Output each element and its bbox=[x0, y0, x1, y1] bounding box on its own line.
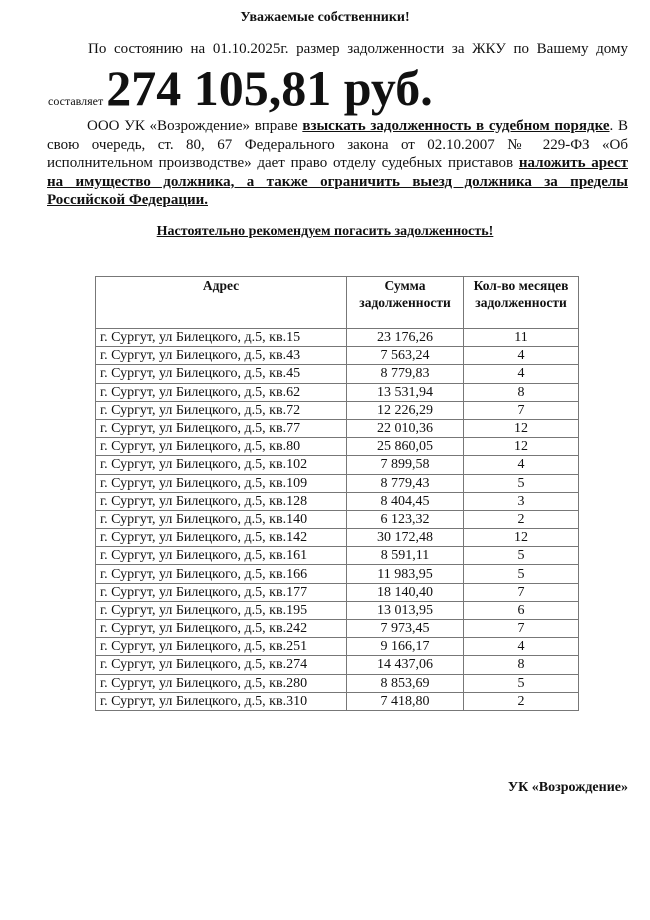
cell-months: 5 bbox=[464, 547, 579, 565]
table-row bbox=[96, 329, 579, 347]
amount-prefix: составляет bbox=[48, 94, 104, 108]
cell-months: 12 bbox=[464, 529, 579, 547]
cell-months: 2 bbox=[464, 692, 579, 710]
table-row bbox=[96, 692, 579, 710]
cell-sum: 7 899,58 bbox=[347, 456, 464, 474]
page-title: Уважаемые собственники! bbox=[240, 10, 410, 25]
cell-address: г. Сургут, ул Билецкого, д.5, кв.109 bbox=[96, 474, 347, 492]
header-sum: Сумма задолженности bbox=[347, 277, 464, 329]
header-months: Кол-во месяцев задолженности bbox=[464, 277, 579, 329]
cell-address: г. Сургут, ул Билецкого, д.5, кв.177 bbox=[96, 583, 347, 601]
cell-address: г. Сургут, ул Билецкого, д.5, кв.80 bbox=[96, 438, 347, 456]
court-recovery-warning: взыскать задолженность в судебном порядке bbox=[302, 118, 610, 134]
table-row bbox=[96, 620, 579, 638]
cell-address: г. Сургут, ул Билецкого, д.5, кв.62 bbox=[96, 383, 347, 401]
table-row bbox=[96, 383, 579, 401]
debt-table bbox=[95, 276, 579, 711]
cell-sum: 8 779,83 bbox=[347, 365, 464, 383]
recommendation: Настоятельно рекомендуем погасить задолженность! bbox=[156, 224, 494, 239]
table-row bbox=[96, 419, 579, 437]
cell-sum: 11 983,95 bbox=[347, 565, 464, 583]
cell-address: г. Сургут, ул Билецкого, д.5, кв.242 bbox=[96, 620, 347, 638]
cell-address: г. Сургут, ул Билецкого, д.5, кв.128 bbox=[96, 492, 347, 510]
table-row bbox=[96, 656, 579, 674]
legal-text-2: . В свою очередь, ст. 80, 67 Федерального закона от 02.10.2007 № 229-ФЗ «Об исполнительном производстве» дает право отделу судебных приставов bbox=[47, 118, 628, 171]
cell-months: 8 bbox=[464, 656, 579, 674]
cell-address: г. Сургут, ул Билецкого, д.5, кв.310 bbox=[96, 692, 347, 710]
cell-address: г. Сургут, ул Билецкого, д.5, кв.166 bbox=[96, 565, 347, 583]
cell-address: г. Сургут, ул Билецкого, д.5, кв.43 bbox=[96, 347, 347, 365]
legal-paragraph bbox=[47, 117, 628, 210]
cell-sum: 8 779,43 bbox=[347, 474, 464, 492]
cell-address: г. Сургут, ул Билецкого, д.5, кв.102 bbox=[96, 456, 347, 474]
cell-sum: 9 166,17 bbox=[347, 638, 464, 656]
table-row bbox=[96, 438, 579, 456]
cell-months: 7 bbox=[464, 583, 579, 601]
cell-sum: 23 176,26 bbox=[347, 329, 464, 347]
table-row bbox=[96, 565, 579, 583]
cell-address: г. Сургут, ул Билецкого, д.5, кв.280 bbox=[96, 674, 347, 692]
total-amount-line bbox=[48, 60, 433, 116]
cell-months: 5 bbox=[464, 674, 579, 692]
cell-sum: 8 853,69 bbox=[347, 674, 464, 692]
table-row bbox=[96, 547, 579, 565]
cell-months: 4 bbox=[464, 638, 579, 656]
cell-address: г. Сургут, ул Билецкого, д.5, кв.72 bbox=[96, 401, 347, 419]
cell-sum: 7 563,24 bbox=[347, 347, 464, 365]
cell-months: 5 bbox=[464, 565, 579, 583]
cell-sum: 7 418,80 bbox=[347, 692, 464, 710]
signature: УК «Возрождение» bbox=[507, 780, 628, 795]
legal-text-1: ООО УК «Возрождение» вправе bbox=[87, 118, 303, 134]
cell-months: 4 bbox=[464, 456, 579, 474]
cell-sum: 6 123,32 bbox=[347, 510, 464, 528]
header-address: Адрес bbox=[96, 277, 347, 329]
cell-sum: 8 404,45 bbox=[347, 492, 464, 510]
table-row bbox=[96, 583, 579, 601]
table-row bbox=[96, 365, 579, 383]
cell-sum: 25 860,05 bbox=[347, 438, 464, 456]
cell-sum: 18 140,40 bbox=[347, 583, 464, 601]
table-row bbox=[96, 347, 579, 365]
cell-address: г. Сургут, ул Билецкого, д.5, кв.274 bbox=[96, 656, 347, 674]
cell-address: г. Сургут, ул Билецкого, д.5, кв.251 bbox=[96, 638, 347, 656]
cell-sum: 30 172,48 bbox=[347, 529, 464, 547]
cell-address: г. Сургут, ул Билецкого, д.5, кв.15 bbox=[96, 329, 347, 347]
table-row bbox=[96, 492, 579, 510]
cell-months: 8 bbox=[464, 383, 579, 401]
cell-months: 7 bbox=[464, 620, 579, 638]
table-row bbox=[96, 510, 579, 528]
cell-address: г. Сургут, ул Билецкого, д.5, кв.195 bbox=[96, 601, 347, 619]
cell-months: 4 bbox=[464, 347, 579, 365]
cell-months: 12 bbox=[464, 438, 579, 456]
table-row bbox=[96, 601, 579, 619]
cell-address: г. Сургут, ул Билецкого, д.5, кв.142 bbox=[96, 529, 347, 547]
table-header-row bbox=[96, 277, 579, 329]
intro-paragraph: По состоянию на 01.10.2025г. размер задолженности за ЖКУ по Вашему дому bbox=[88, 41, 628, 57]
arrest-warning: наложить арест на имущество должника, а также ограничить выезд должника за пределы Российской Федерации. bbox=[47, 155, 628, 208]
cell-months: 5 bbox=[464, 474, 579, 492]
table-row bbox=[96, 401, 579, 419]
table-row bbox=[96, 456, 579, 474]
cell-months: 7 bbox=[464, 401, 579, 419]
cell-address: г. Сургут, ул Билецкого, д.5, кв.45 bbox=[96, 365, 347, 383]
cell-months: 4 bbox=[464, 365, 579, 383]
cell-months: 11 bbox=[464, 329, 579, 347]
cell-sum: 8 591,11 bbox=[347, 547, 464, 565]
cell-months: 12 bbox=[464, 419, 579, 437]
table-row bbox=[96, 638, 579, 656]
cell-months: 2 bbox=[464, 510, 579, 528]
cell-months: 3 bbox=[464, 492, 579, 510]
cell-sum: 7 973,45 bbox=[347, 620, 464, 638]
table-row bbox=[96, 529, 579, 547]
cell-sum: 12 226,29 bbox=[347, 401, 464, 419]
cell-address: г. Сургут, ул Билецкого, д.5, кв.161 bbox=[96, 547, 347, 565]
cell-sum: 13 013,95 bbox=[347, 601, 464, 619]
total-debt-amount: 274 105,81 руб. bbox=[106, 60, 433, 116]
table-row bbox=[96, 474, 579, 492]
cell-sum: 13 531,94 bbox=[347, 383, 464, 401]
cell-sum: 14 437,06 bbox=[347, 656, 464, 674]
table-row bbox=[96, 674, 579, 692]
cell-address: г. Сургут, ул Билецкого, д.5, кв.77 bbox=[96, 419, 347, 437]
cell-address: г. Сургут, ул Билецкого, д.5, кв.140 bbox=[96, 510, 347, 528]
cell-months: 6 bbox=[464, 601, 579, 619]
cell-sum: 22 010,36 bbox=[347, 419, 464, 437]
